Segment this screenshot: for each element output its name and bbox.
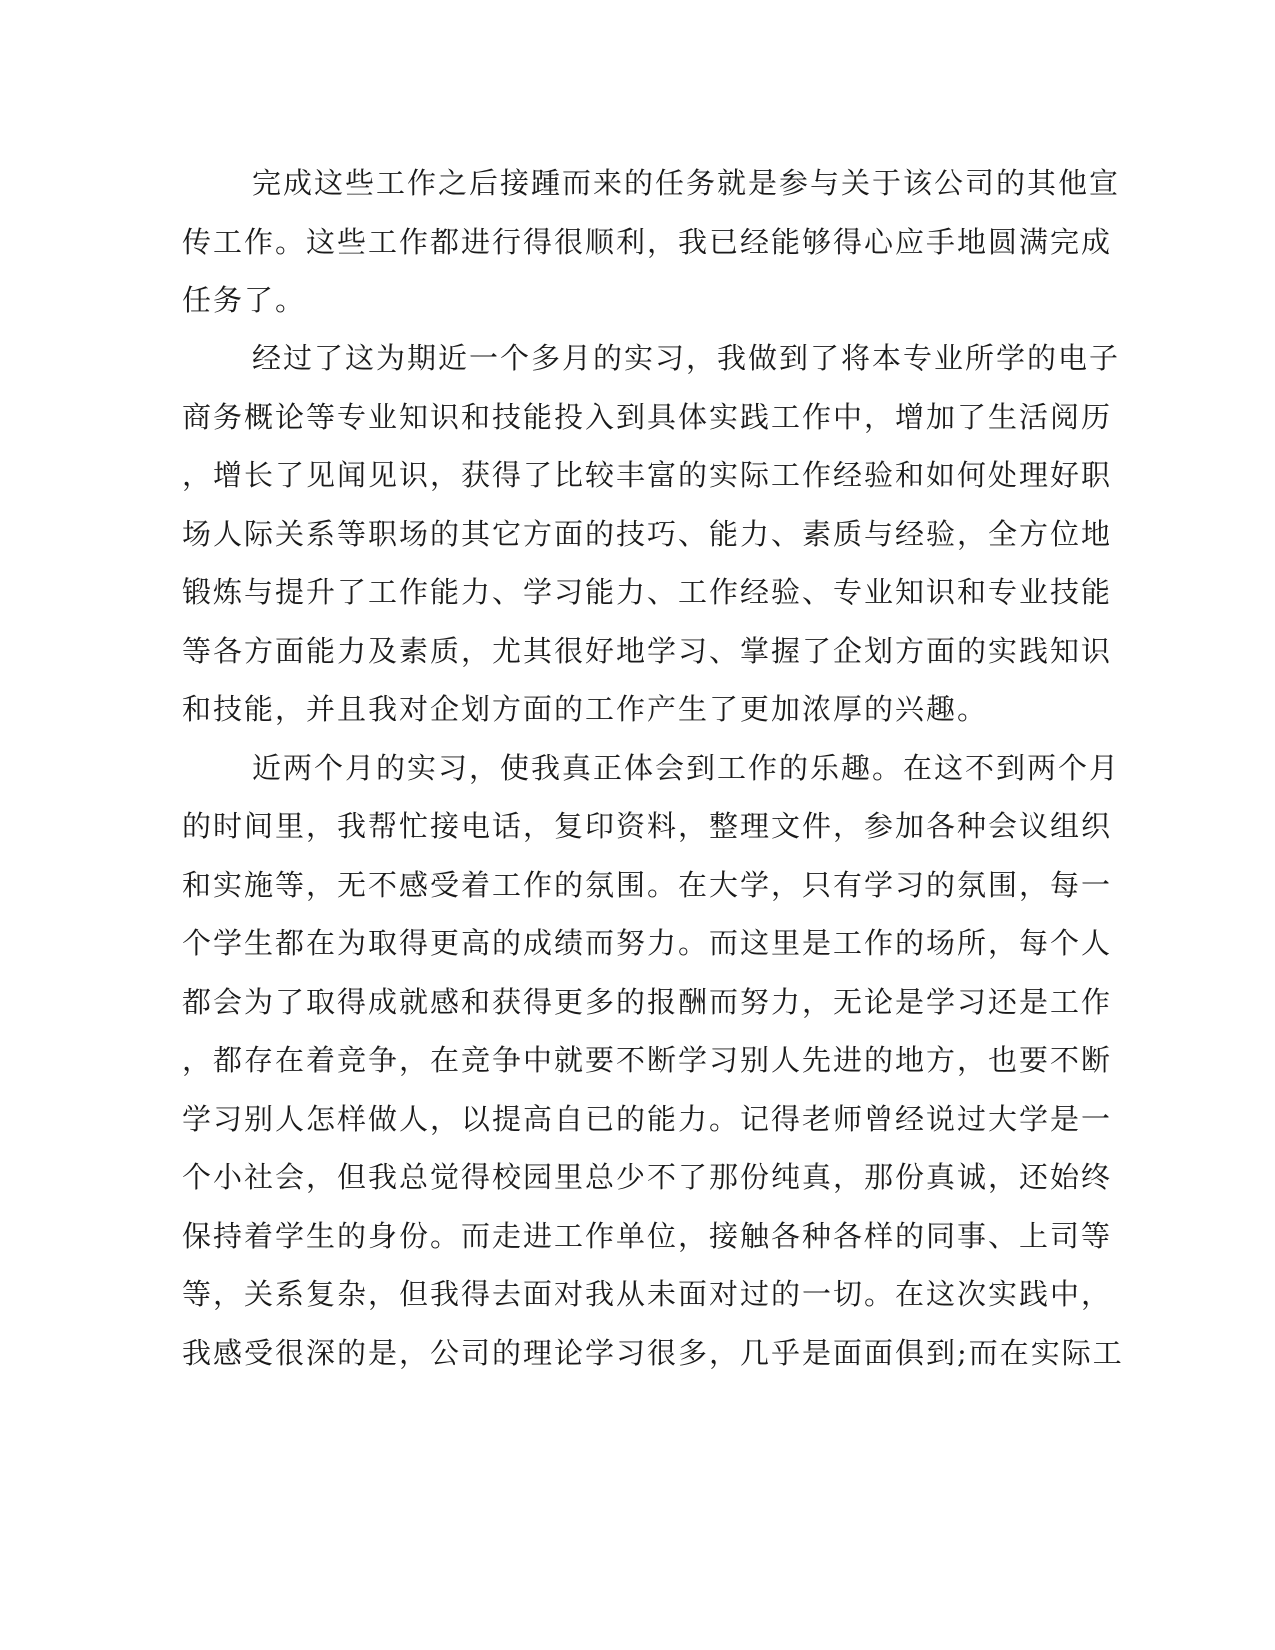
paragraph-line: 等各方面能力及素质，尤其很好地学习、掌握了企划方面的实践知识 [182,634,1113,668]
paragraph-line: 商务概论等专业知识和技能投入到具体实践工作中，增加了生活阅历 [182,400,1113,434]
paragraph-line: 的时间里，我帮忙接电话，复印资料，整理文件，参加各种会议组织 [182,809,1113,843]
paragraph-line: ，增长了见闻见识，获得了比较丰富的实际工作经验和如何处理好职 [182,458,1113,492]
paragraph-line: 等，关系复杂，但我得去面对我从未面对过的一切。在这次实践中， [182,1277,1113,1311]
paragraph-line: 任务了。 [182,283,307,317]
paragraph-line: 和实施等，无不感受着工作的氛围。在大学，只有学习的氛围，每一 [182,868,1113,902]
paragraph-line: 都会为了取得成就感和获得更多的报酬而努力，无论是学习还是工作 [182,985,1113,1019]
paragraph-line: 和技能，并且我对企划方面的工作产生了更加浓厚的兴趣。 [182,692,989,726]
paragraph-line: 个小社会，但我总觉得校园里总少不了那份纯真，那份真诚，还始终 [182,1160,1113,1194]
paragraph-line: ，都存在着竞争，在竞争中就要不断学习别人先进的地方，也要不断 [182,1043,1113,1077]
paragraph-line: 场人际关系等职场的其它方面的技巧、能力、素质与经验，全方位地 [182,517,1113,551]
paragraph-line: 传工作。这些工作都进行得很顺利，我已经能够得心应手地圆满完成 [182,225,1113,259]
paragraph-line: 个学生都在为取得更高的成绩而努力。而这里是工作的场所，每个人 [182,926,1113,960]
paragraph-line: 我感受很深的是，公司的理论学习很多，几乎是面面俱到;而在实际工 [182,1336,1124,1370]
paragraph-line: 学习别人怎样做人，以提高自已的能力。记得老师曾经说过大学是一 [182,1102,1113,1136]
paragraph-line: 锻炼与提升了工作能力、学习能力、工作经验、专业知识和专业技能 [182,575,1113,609]
paragraph-line: 经过了这为期近一个多月的实习，我做到了将本专业所学的电子 [252,341,1121,375]
paragraph-line: 完成这些工作之后接踵而来的任务就是参与关于该公司的其他宣 [252,166,1121,200]
paragraph-line: 保持着学生的身份。而走进工作单位，接触各种各样的同事、上司等 [182,1219,1113,1253]
paragraph-line: 近两个月的实习，使我真正体会到工作的乐趣。在这不到两个月 [252,751,1121,785]
